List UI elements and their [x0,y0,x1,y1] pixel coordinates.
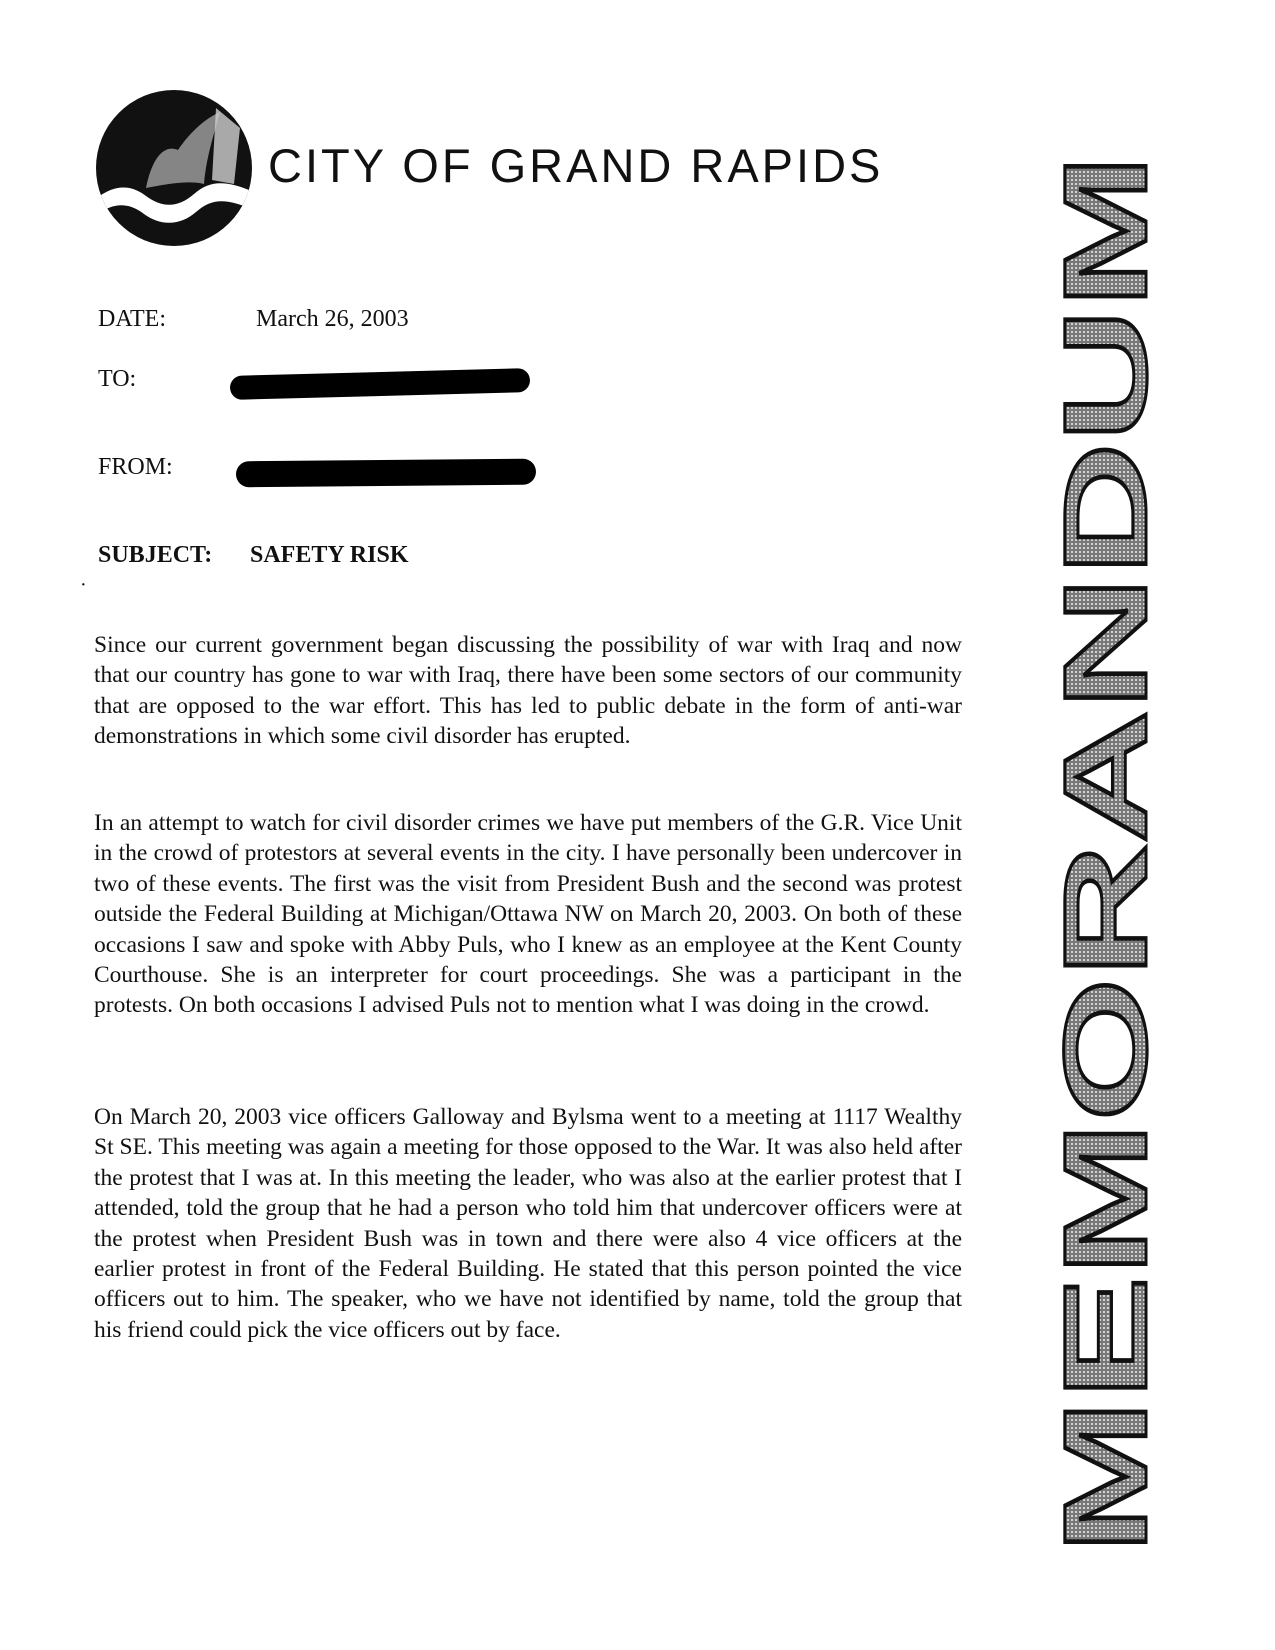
body-paragraph-1: Since our current government began discussing the possibility of war with Iraq and now that our country has gone to war with Iraq, there have been some sectors of our community that are opposed to the war effort. This has led to public debate in the form of anti-war demonstrations in which some civil disorder has erupted. [94,632,962,750]
from-label: FROM: [98,454,173,480]
subject-label: SUBJECT: [98,542,213,568]
city-logo-icon [94,88,254,248]
organization-title: CITY OF GRAND RAPIDS [268,139,884,192]
body-paragraph-2: In an attempt to watch for civil disorder crimes we have put members of the G.R. Vice Unit in the crowd of protestors at several events in the city. I have personally been undercover in two of these events. The first was the visit from President Bush and the second was protest outside the Federal Building at Michigan/Ottawa NW on March 20, 2003. On both of these occasions I saw and spoke with Abby Puls, who I knew as an employee at the Kent County Courthouse. She is an interpreter for court proceedings. She was a participant in the protests. On both occasions I advised Puls not to mention what I was doing in the crowd. [94,810,962,1019]
memorandum-banner-text: MEMORANDUM [1040,662,1172,1554]
date-value: March 26, 2003 [256,306,409,332]
subject-value: SAFETY RISK [250,542,409,568]
to-redaction [230,368,531,400]
memorandum-side-banner [1040,152,1172,1554]
date-label: DATE: [98,306,166,332]
body-paragraph-3: On March 20, 2003 vice officers Galloway and Bylsma went to a meeting at 1117 Wealthy St SE. This meeting was again a meeting for those opposed to the War. It was also held after the protest that I was at. In this meeting the leader, who was also at the earlier protest that I attended, told the group that he had a person who told him that undercover officers were at the protest when President Bush was in town and there were also 4 vice officers at the earlier protest in front of the Federal Building. He stated that this person pointed the vice officers out to him. The speaker, who we have not identified by name, told the group that his friend could pick the vice officers out by face. [94,1104,962,1343]
margin-mark: · [80,574,87,596]
from-redaction [236,459,536,488]
to-label: TO: [98,366,137,392]
